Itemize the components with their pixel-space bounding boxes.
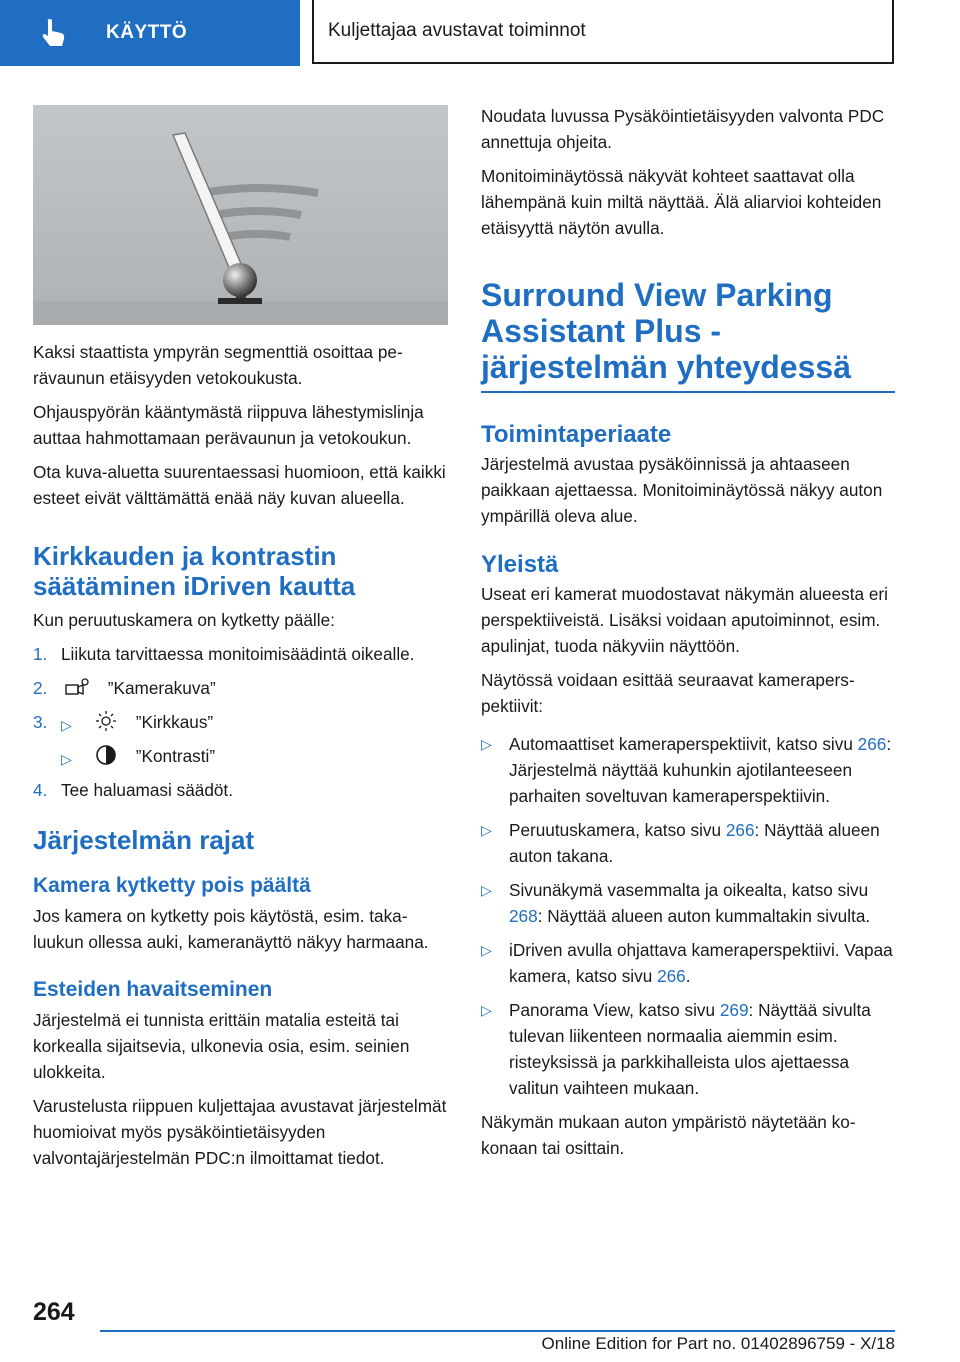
paragraph: Jos kamera on kytketty pois käytöstä, esim. takaluukun ollessa auki, kameranäyttö näkyy harmaana.: [33, 906, 429, 952]
bullet-item: ▷ Sivunäkymä vasemmalta ja oikealta, katso sivu 268: Näyttää alueen auton kummaltakin sivulta.: [481, 877, 895, 929]
bullet-triangle-icon: ▷: [481, 822, 492, 838]
paragraph: Ota kuva-aluetta suurentaessasi huomioon, että kaikki esteet eivät välttämättä enää näy kuvan alueella.: [33, 462, 446, 508]
chapter-header: [312, 0, 894, 64]
paragraph: Ohjauspyörän kääntymästä riippuva lähestymislinja auttaa hahmottamaan perävaunun ja vetokoukun.: [33, 402, 424, 448]
bullet-triangle-icon: ▷: [481, 942, 492, 958]
paragraph: Noudata luvussa Pysäköintietäisyyden valvonta PDC annettuja ohjeita.: [481, 106, 885, 152]
bullet-triangle-icon: ▷: [481, 1002, 492, 1018]
contrast-icon: [93, 744, 119, 766]
step-text: ”Kirkkaus”: [135, 712, 214, 732]
bullet-triangle-icon: ▷: [61, 751, 72, 767]
step-item: [33, 777, 448, 803]
heading-general: Yleistä: [481, 551, 559, 578]
section-tab: [0, 0, 300, 66]
page-link[interactable]: 268: [509, 906, 538, 926]
heading-system-limits: Järjestelmän rajat: [33, 825, 255, 855]
bullet-item: ▷ Panorama View, katso sivu 269: Näyttää sivulta tulevan liikenteen normaalia aiemmin esim. risteyksissä ja parkkihalleista ulos ajettaessa valitun vaihteen mukaan.: [481, 997, 895, 1101]
camera-settings-icon: [65, 676, 91, 698]
hand-pointer-icon: [36, 16, 70, 50]
heading-principle: Toimintaperiaate: [481, 421, 672, 448]
page-link[interactable]: 266: [657, 966, 686, 986]
paragraph: Monitoiminäytössä näkyvät kohteet saattavat olla lähempänä kuin miltä näyttää. Älä aliarvioi kohteiden etäisyyttä näytön avulla.: [481, 166, 882, 238]
paragraph: Varustelusta riippuen kuljettajaa avustavat järjestelmät huomioivat myös pysäköintietäisyyden valvontajärjestelmän PDC:n ilmoittamat tiedot.: [33, 1096, 447, 1168]
bullet-triangle-icon: ▷: [61, 717, 72, 733]
heading-brightness-contrast: Kirkkauden ja kontrastin säätäminen iDriven kautta: [33, 541, 356, 601]
paragraph: Kun peruutuskamera on kytketty päälle:: [33, 610, 335, 630]
brightness-icon: [93, 710, 119, 732]
bullet-triangle-icon: ▷: [481, 882, 492, 898]
heading-camera-off: Kamera kytketty pois päältä: [33, 874, 311, 897]
paragraph: Järjestelmä ei tunnista erittäin matalia esteitä tai korkealla sijaitsevia, ulkonevia osia, esim. seinien ulokkeita.: [33, 1010, 410, 1082]
step-item: [33, 709, 448, 735]
step-number: 3.: [33, 712, 48, 732]
heading-obstacle-detection: Esteiden havaitseminen: [33, 978, 273, 1001]
page-link[interactable]: 266: [857, 734, 887, 754]
steps-list: [33, 641, 448, 803]
paragraph: Näytössä voidaan esittää seuraavat kameraperspektiivit:: [481, 670, 855, 716]
step-item: [33, 743, 448, 769]
right-column: [481, 103, 895, 1169]
bullet-triangle-icon: ▷: [481, 736, 492, 752]
paragraph: Järjestelmä avustaa pysäköinnissä ja ahtaaseen paikkaan ajettaessa. Monitoiminäytössä näkyy auton ympärillä oleva alue.: [481, 454, 883, 526]
bullet-item: ▷ Automaattiset kameraperspektiivit, katso sivu 266: Järjestelmä näyttää kuhunkin ajotilanteeseen parhaiten soveltuvan kameraperspektiivin.: [481, 731, 895, 809]
bullet-item: ▷ Peruutuskamera, katso sivu 266: Näyttää alueen auton takana.: [481, 817, 895, 869]
page-link[interactable]: 269: [719, 1000, 749, 1020]
heading-surround-view: Surround View Parking Assistant Plus -järjestelmän yhteydessä: [481, 277, 851, 385]
paragraph: Näkymän mukaan auton ympäristö näytetään kokonaan tai osittain.: [481, 1112, 856, 1158]
tow-hook-camera-image: [33, 105, 448, 325]
step-item: [33, 641, 448, 667]
paragraph: Useat eri kamerat muodostavat näkymän alueesta eri perspektiiveistä. Lisäksi voidaan aputoiminnot, esim. apulinjat, tuoda näkyviin näyttöön.: [481, 584, 888, 656]
bullet-item: ▷ iDriven avulla ohjattava kameraperspektiivi. Vapaa kamera, katso sivu 266.: [481, 937, 895, 989]
footer-rule: [100, 1330, 895, 1332]
step-number: 1.: [33, 644, 48, 664]
page-number: 264: [33, 1298, 75, 1326]
edition-text: Online Edition for Part no. 01402896759 - X/18: [541, 1334, 895, 1353]
section-title: KÄYTTÖ: [106, 22, 188, 43]
step-text: ”Kamerakuva”: [107, 678, 216, 698]
step-item: [33, 675, 448, 701]
page-link[interactable]: 266: [725, 820, 755, 840]
step-text: Tee haluamasi säädöt.: [61, 780, 233, 800]
step-text: ”Kontrasti”: [135, 746, 216, 766]
camera-view-illustration: [33, 105, 448, 325]
step-number: 2.: [33, 678, 48, 698]
step-number: 4.: [33, 780, 48, 800]
left-column: [33, 105, 448, 1179]
chapter-title: Kuljettajaa avustavat toiminnot: [328, 20, 586, 41]
step-text: Liikuta tarvittaessa monitoimisäädintä oikealle.: [61, 644, 415, 664]
paragraph: Kaksi staattista ympyrän segmenttiä osoittaa perävaunun etäisyyden vetokoukusta.: [33, 342, 403, 388]
